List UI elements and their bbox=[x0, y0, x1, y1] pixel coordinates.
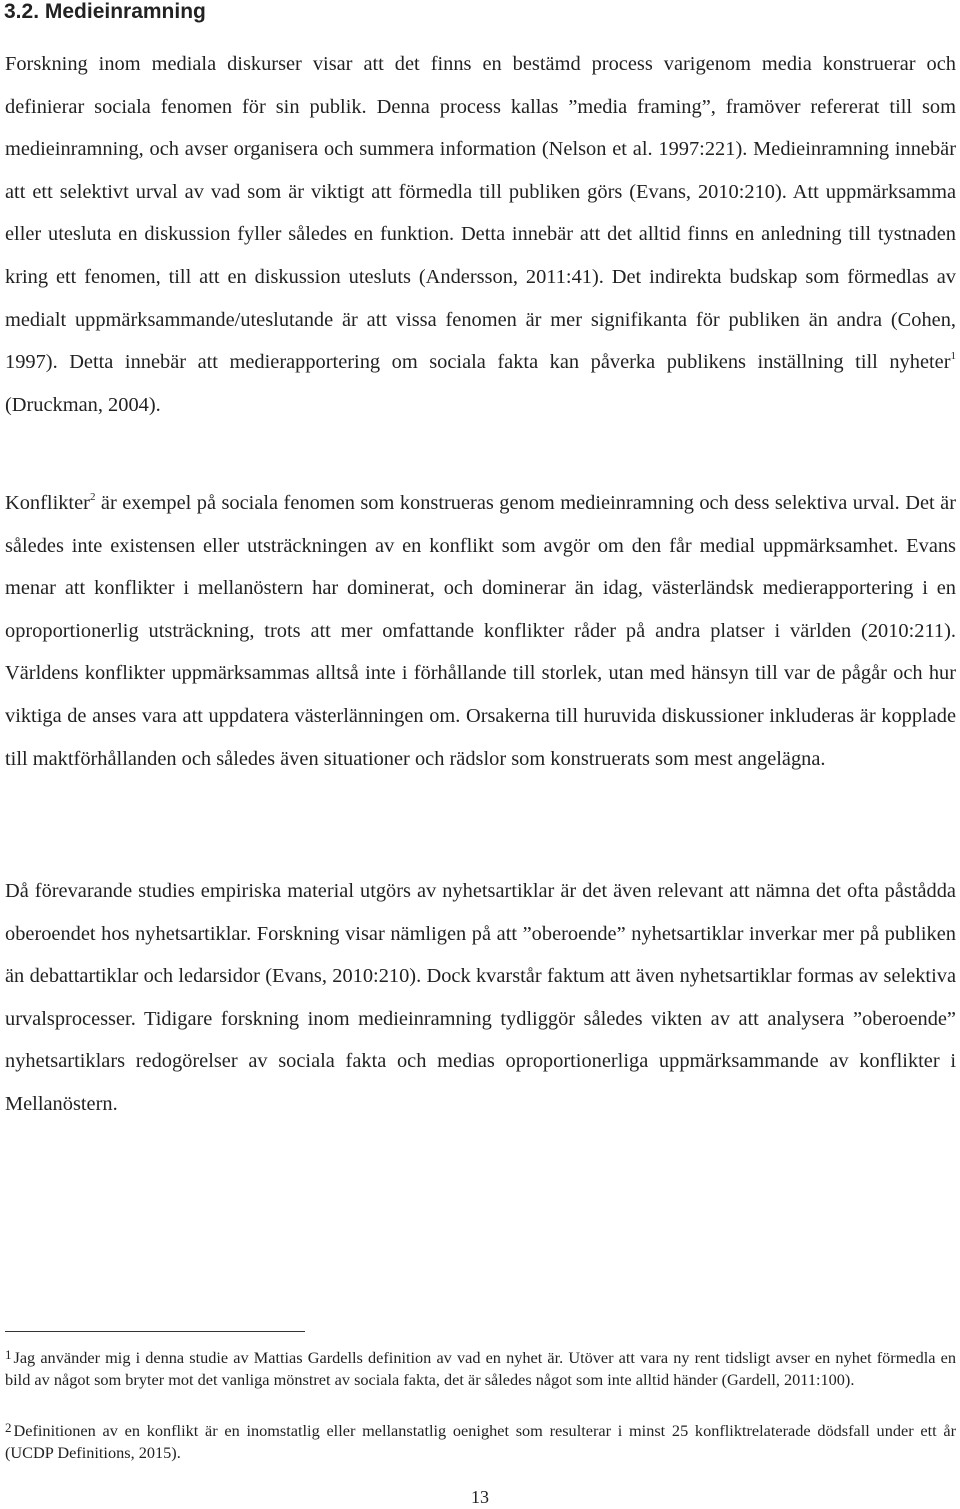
body-paragraph bbox=[5, 482, 956, 780]
paragraph-text: Forskning inom mediala diskurser visar att det finns en bestämd process varigenom media konstruerar och definierar sociala fenomen för sin publik. Denna process kallas ”media framing”, framöver refererat till som medieinramning, och avser organisera och summera information (Nelson et al. 1997:221). Medieinramning innebär att ett selektivt urval av vad som är viktigt att förmedla till publiken görs (Evans, 2010:210). Att uppmärksamma eller utesluta en diskussion fyller således en funktion. Detta innebär att det alltid finns en anledning till tystnaden kring ett fenomen, till att en diskussion utesluts (Andersson, 2011:41). Det indirekta budskap som förmedlas av medialt uppmärksammande/uteslutande är att vissa fenomen är mer signifikanta för publiken än andra (Cohen, 1997). Detta innebär att medierapportering om sociala fakta kan påverka publikens inställning till nyheter bbox=[5, 53, 956, 374]
footnote-reference[interactable]: 1 bbox=[950, 350, 956, 363]
section-heading: 3.2. Medieinramning bbox=[4, 0, 206, 23]
paragraph-text: är exempel på sociala fenomen som konstrueras genom medieinramning och dess selektiva urval. Det är således inte existensen eller utsträckningen av en konflikt som avgör om den får medial uppmärksamhet. Evans menar att konflikter i mellanöstern har dominerat, och dominerar än idag, västerländsk medierapportering i en oproportionerlig utsträckning, trots att mer omfattande konflikter råder på andra platser i världen (2010:211). Världens konflikter uppmärksammas alltså inte i förhållande till storlek, utan med hänsyn till var de pågår och hur viktiga de anses vara att uppdatera västerlänningen om. Orsakerna till huruvida diskussioner inkluderas är kopplade till maktförhållanden och således även situationer och rädslor som konstruerats som mest angelägna. bbox=[5, 492, 956, 770]
paragraph-text: Då förevarande studies empiriska material utgörs av nyhetsartiklar är det även relevant att nämna det ofta påstådda oberoendet hos nyhetsartiklar. Forskning visar nämligen på att ”oberoende” nyhetsartiklar inverkar mer på publiken än debattartiklar och ledarsidor (Evans, 2010:210). Dock kvarstår faktum att även nyhetsartiklar formas av selektiva urvalsprocesser. Tidigare forskning inom medieinramning tydliggör således vikten av att analysera ”oberoende” nyhetsartiklars redogörelser av sociala fakta och medias oproportionerliga uppmärksammande av konflikter i Mellanöstern. bbox=[5, 880, 956, 1115]
body-paragraph bbox=[5, 43, 956, 426]
footnote-separator bbox=[5, 1331, 305, 1332]
body-paragraph bbox=[5, 870, 956, 1126]
footnote-reference[interactable]: 2 bbox=[89, 491, 96, 503]
footnote bbox=[5, 1347, 956, 1392]
paragraph-text: (Druckman, 2004). bbox=[5, 393, 161, 416]
footnote-text: Definitionen av en konflikt är en inomstatlig eller mellanstatlig oenighet som resulterar i minst 25 konfliktrelaterade dödsfall under ett år (UCDP Definitions, 2015). bbox=[5, 1421, 956, 1463]
footnote-text: Jag använder mig i denna studie av Mattias Gardells definition av vad en nyhet är. Utöver att vara ny rent tidsligt avser en nyhet förmedla en bild av något som bryter mot det vanliga mönstret av sociala fakta, det är således något som inte alltid händer (Gardell, 2011:100). bbox=[5, 1348, 956, 1390]
page-number: 13 bbox=[471, 1487, 489, 1507]
footnote bbox=[5, 1420, 956, 1465]
footnote-marker: 2 bbox=[5, 1420, 12, 1435]
footnote-marker: 1 bbox=[5, 1347, 12, 1362]
paragraph-text: Konflikter bbox=[5, 492, 90, 514]
